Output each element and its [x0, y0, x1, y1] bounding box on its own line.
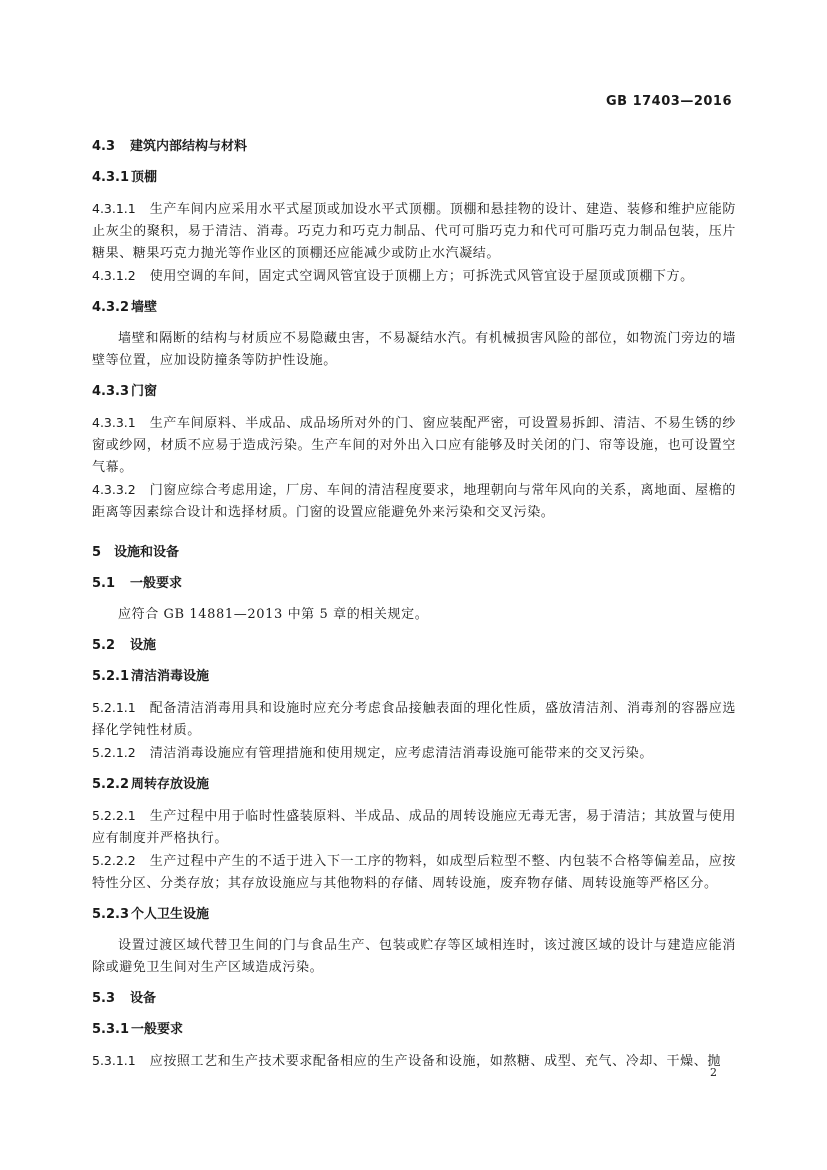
heading-5-2-1: 5.2.1 清洁消毒设施 [92, 669, 210, 684]
paragraph-4-3-3-1: 4.3.3.1 生产车间原料、半成品、成品场所对外的门、窗应装配严密，可设置易拆卸、清洁、不易生锈的纱窗或纱网，材质不应易于造成污染。生产车间的对外出入口应有能够及时关闭的门、帘等设施，也可设置空气幕。 [92, 415, 736, 475]
heading-4-3-2: 4.3.2 墙壁 [92, 300, 158, 315]
heading-5-2: 5.2 设施 [92, 638, 157, 653]
heading-5-2-2: 5.2.2 周转存放设施 [92, 777, 210, 792]
paragraph-4-3-1-2: 4.3.1.2 使用空调的车间，固定式空调风管宜设于顶棚上方；可拆洗式风管宜设于屋顶或顶棚下方。 [92, 268, 694, 284]
paragraph-5-2-2-2: 5.2.2.2 生产过程中产生的不适于进入下一工序的物料，如成型后粒型不整、内包装不合格等偏差品，应按特性分区、分类存放；其存放设施应与其他物料的存储、周转设施，废弃物存储、周转设施等严格区分。 [92, 853, 736, 891]
paragraph-4-3-1-1: 4.3.1.1 生产车间内应采用水平式屋顶或加设水平式顶棚。顶棚和悬挂物的设计、建造、装修和维护应能防止灰尘的聚积，易于清洁、消毒。巧克力和巧克力制品、代可可脂巧克力和代可可脂巧克力制品包装，压片糖果、糖果巧克力抛光等作业区的顶棚还应能减少或防止水汽凝结。 [92, 201, 736, 261]
heading-5-2-3: 5.2.3 个人卫生设施 [92, 907, 210, 922]
paragraph-5-3-1-1: 5.3.1.1 应按照工艺和生产技术要求配备相应的生产设备和设施，如熬糖、成型、充气、冷却、干燥、抛 [92, 1053, 721, 1069]
heading-5-3: 5.3 设备 [92, 991, 157, 1006]
document-body [92, 136, 736, 1073]
page-number: 2 [710, 1066, 717, 1079]
paragraph-5-1: 应符合 GB 14881—2013 中第 5 章的相关规定。 [118, 607, 429, 622]
heading-5-3-1: 5.3.1 一般要求 [92, 1022, 184, 1037]
heading-4-3-3: 4.3.3 门窗 [92, 384, 158, 399]
heading-5-1: 5.1 一般要求 [92, 576, 183, 591]
heading-4-3: 4.3 建筑内部结构与材料 [92, 139, 248, 154]
paragraph-5-2-1-1: 5.2.1.1 配备清洁消毒用具和设施时应充分考虑食品接触表面的理化性质，盛放清洁剂、消毒剂的容器应选择化学钝性材质。 [92, 700, 736, 738]
paragraph-4-3-3-2: 4.3.3.2 门窗应综合考虑用途，厂房、车间的清洁程度要求，地理朝向与常年风向的关系，离地面、屋檐的距离等因素综合设计和选择材质。门窗的设置应能避免外来污染和交叉污染。 [92, 482, 736, 520]
paragraph-5-2-1-2: 5.2.1.2 清洁消毒设施应有管理措施和使用规定，应考虑清洁消毒设施可能带来的交叉污染。 [92, 745, 653, 761]
heading-4-3-1: 4.3.1 顶棚 [92, 170, 158, 185]
heading-5: 5 设施和设备 [92, 545, 180, 560]
paragraph-5-2-2-1: 5.2.2.1 生产过程中用于临时性盛装原料、半成品、成品的周转设施应无毒无害，易于清洁；其放置与使用应有制度并严格执行。 [92, 808, 736, 846]
paragraph-4-3-2: 墙壁和隔断的结构与材质应不易隐藏虫害，不易凝结水汽。有机械损害风险的部位，如物流门旁边的墙壁等位置，应加设防撞条等防护性设施。 [92, 331, 736, 368]
standard-code: GB 17403—2016 [605, 94, 732, 109]
paragraph-5-2-3: 设置过渡区域代替卫生间的门与食品生产、包装或贮存等区域相连时，该过渡区域的设计与建造应能消除或避免卫生间对生产区域造成污染。 [92, 938, 736, 975]
